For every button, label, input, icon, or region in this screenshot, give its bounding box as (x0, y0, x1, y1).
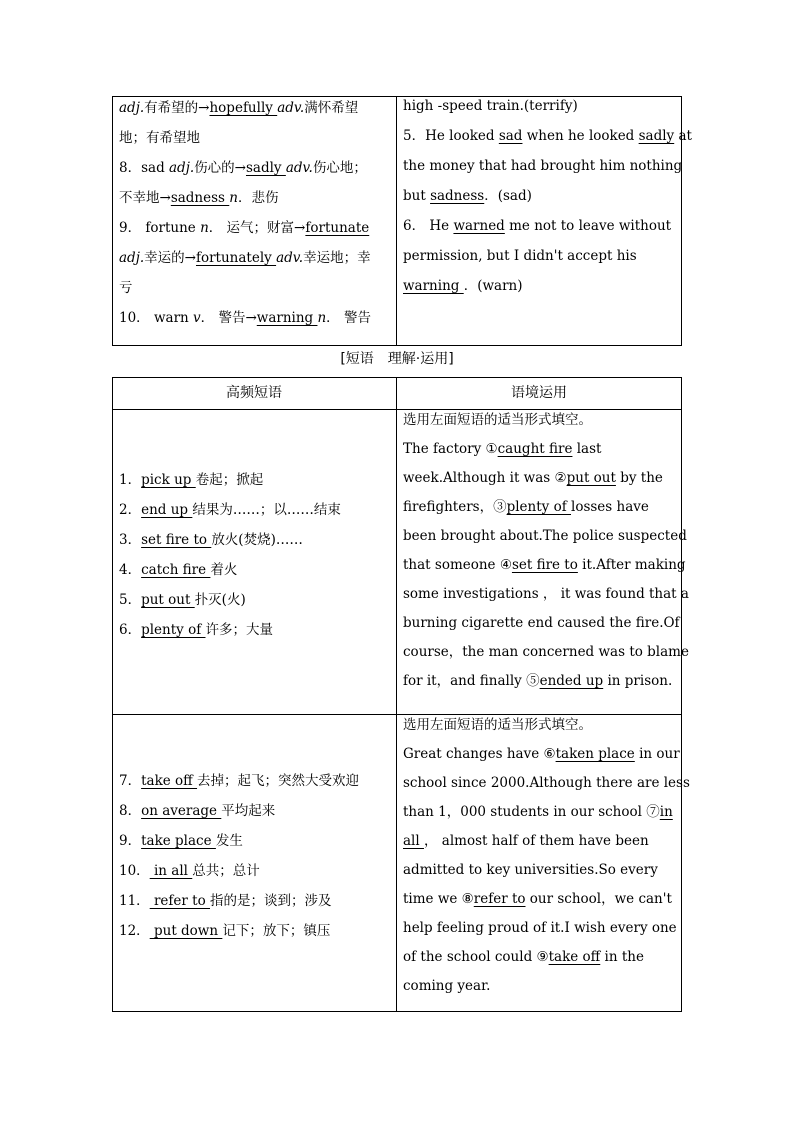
text-line (119, 495, 391, 525)
top-left-cell (119, 93, 391, 333)
text-segment: burning cigarette end caused the fire.Of (403, 615, 680, 631)
text-segment: 6． (119, 622, 142, 638)
text-line (119, 585, 391, 615)
text-segment: adv. (285, 160, 313, 176)
row1-phrase-list (119, 465, 391, 645)
answer-blank: caught fire (497, 441, 573, 457)
text-segment: 不幸地→ (119, 190, 171, 206)
text-line (403, 522, 687, 551)
text-line (403, 271, 675, 301)
answer-blank: all (403, 833, 424, 849)
text-segment: 许多；大量 (205, 622, 273, 638)
text-segment: 发生 (215, 833, 243, 849)
text-segment: the money that had brought him nothing (403, 158, 683, 174)
text-segment: permission, but I didn't accept his (403, 248, 637, 264)
text-line (403, 856, 675, 885)
text-segment: 有希望的→ (144, 100, 210, 116)
text-segment: 扑灭(火) (194, 592, 246, 608)
text-segment: 放火(焚烧)…… (211, 532, 303, 548)
text-segment: 幸运的→ (144, 250, 196, 266)
text-line (403, 493, 675, 522)
text-segment: The factory ① (403, 441, 498, 457)
text-line (403, 638, 689, 667)
text-segment: 11． (119, 893, 150, 909)
text-line (403, 435, 675, 464)
top-table-divider (396, 96, 397, 346)
top-right-cell (403, 91, 692, 301)
text-segment: that someone ④ (403, 557, 512, 573)
text-segment: 平均起来 (221, 803, 276, 819)
answer-blank: put down (149, 923, 223, 939)
answer-blank: take off (548, 949, 601, 965)
text-line (403, 406, 675, 435)
answer-blank: taken place (555, 746, 635, 762)
phrase-table-divider (396, 377, 397, 1012)
answer-blank: warned (453, 218, 505, 234)
text-segment: help feeling proud of it.I wish every one (403, 920, 677, 936)
row2-passage (403, 711, 690, 1001)
answer-blank: fortunately (195, 250, 277, 266)
text-segment: our school，we can't (525, 891, 672, 907)
text-line (119, 766, 391, 796)
text-line (119, 303, 391, 333)
text-segment: in the (600, 949, 644, 965)
answer-blank: plenty of (141, 622, 206, 638)
text-segment: 着火 (210, 562, 238, 578)
text-segment: ， almost half of them have been (423, 833, 649, 849)
text-line (403, 943, 675, 972)
text-segment: adv. (277, 100, 305, 116)
text-segment: than 1，000 students in our school ⑦ (403, 804, 660, 820)
text-segment: admitted to key universities.So every (403, 862, 658, 878)
text-line (403, 551, 686, 580)
text-segment: n (229, 190, 238, 206)
text-segment: week.Although it was ② (403, 470, 567, 486)
text-line (403, 914, 675, 943)
text-segment: firefighters，③ (403, 499, 507, 515)
text-segment: coming year. (403, 978, 491, 994)
text-line (119, 273, 391, 303)
text-segment: some investigations ， it was found that a (403, 586, 689, 602)
text-segment: 1． (119, 472, 142, 488)
text-segment: ． 警告→ (200, 310, 257, 326)
text-line (403, 711, 675, 740)
text-segment: time we ⑧ (403, 891, 474, 907)
text-segment: 幸运地；幸 (303, 250, 371, 266)
text-segment: course，the man concerned was to blame (403, 644, 689, 660)
text-segment: 选用左面短语的适当形式填空。 (403, 717, 592, 733)
text-segment: but (403, 188, 431, 204)
text-segment: ．悲伤 (237, 190, 279, 206)
text-segment: 8．sad (119, 160, 169, 176)
text-segment: 地；有希望地 (119, 130, 200, 146)
text-line (119, 465, 391, 495)
col-header-phrases: 高频短语 (226, 385, 282, 401)
text-segment: 3． (119, 532, 142, 548)
answer-blank: plenty of (506, 499, 571, 515)
text-segment: 10． warn (119, 310, 194, 326)
text-segment: ．(warn) (463, 278, 523, 294)
text-segment: 5． (119, 592, 142, 608)
text-segment: 7． (119, 773, 142, 789)
answer-blank: end up (141, 502, 193, 518)
text-segment: 5．He looked (403, 128, 499, 144)
text-line (403, 740, 680, 769)
text-segment: 6． He (403, 218, 454, 234)
text-line (119, 796, 391, 826)
text-segment: when he looked (522, 128, 639, 144)
text-segment: 总共；总计 (192, 863, 260, 879)
text-line (119, 856, 391, 886)
answer-blank: sadly (638, 128, 675, 144)
answer-blank: warning (403, 278, 464, 294)
text-segment: n (317, 310, 327, 326)
text-segment: 伤心的→ (194, 160, 246, 176)
text-segment: adj. (119, 100, 145, 116)
answer-blank: put out (141, 592, 195, 608)
text-segment: 满怀希望 (304, 100, 359, 116)
answer-blank: fortunate (305, 220, 370, 236)
text-segment: 9． fortune (119, 220, 201, 236)
text-segment: adj. (119, 250, 145, 266)
text-segment: Great changes have ⑥ (403, 746, 556, 762)
text-segment: ．(sad) (484, 188, 532, 204)
text-segment: in our (634, 746, 680, 762)
text-segment: me not to leave without (504, 218, 672, 234)
text-segment: high -speed train.(terrify) (403, 98, 578, 114)
text-line (403, 151, 683, 181)
text-segment: losses have (571, 499, 649, 515)
text-segment: adj. (169, 160, 195, 176)
answer-blank: in all (149, 863, 193, 879)
answer-blank: refer to (149, 893, 210, 909)
text-segment: school since 2000.Although there are less (403, 775, 690, 791)
text-line (119, 243, 391, 273)
section-title: [短语 理解·运用] (340, 351, 454, 367)
text-segment: been brought about.The police suspected (403, 528, 687, 544)
text-line (403, 241, 675, 271)
text-line (403, 769, 690, 798)
text-segment: 记下；放下；镇压 (222, 923, 331, 939)
text-line (403, 464, 675, 493)
text-segment: 去掉；起飞；突然大受欢迎 (197, 773, 360, 789)
text-segment: 4． (119, 562, 142, 578)
answer-blank: catch fire (141, 562, 211, 578)
row2-phrase-list (119, 766, 391, 946)
text-segment: 9． (119, 833, 142, 849)
text-line (119, 153, 391, 183)
col-header-context: 语境运用 (511, 385, 567, 401)
answer-blank: hopefully (209, 100, 278, 116)
text-segment: 选用左面短语的适当形式填空。 (403, 412, 592, 428)
answer-blank: put out (566, 470, 616, 486)
answer-blank: sadly (245, 160, 286, 176)
text-segment: ． 警告 (326, 310, 371, 326)
text-line (403, 827, 675, 856)
row1-passage (403, 406, 689, 696)
text-segment: by the (615, 470, 663, 486)
answer-blank: on average (141, 803, 222, 819)
text-segment: for it，and finally ⑤ (403, 673, 540, 689)
text-line (119, 615, 391, 645)
text-segment: it.After making (577, 557, 686, 573)
answer-blank: take place (141, 833, 216, 849)
text-segment: n (200, 220, 209, 236)
text-segment: of the school could ⑨ (403, 949, 549, 965)
text-line (119, 886, 391, 916)
text-line (403, 211, 675, 241)
text-line (403, 798, 675, 827)
text-segment: 指的是；谈到；涉及 (210, 893, 332, 909)
text-line (403, 121, 692, 151)
answer-blank: sad (498, 128, 523, 144)
text-line (403, 885, 675, 914)
text-line (119, 123, 391, 153)
text-segment: 10． (119, 863, 150, 879)
text-segment: at (674, 128, 692, 144)
text-segment: in prison. (603, 673, 673, 689)
answer-blank: in (659, 804, 673, 820)
answer-blank: sadness (170, 190, 230, 206)
text-line (119, 555, 391, 585)
text-line (119, 93, 391, 123)
text-line (119, 826, 391, 856)
text-line (403, 181, 675, 211)
text-segment: adv. (276, 250, 304, 266)
text-segment: 亏 (119, 280, 133, 296)
text-segment: last (572, 441, 602, 457)
text-segment: 卷起；掀起 (195, 472, 264, 488)
text-line (119, 916, 391, 946)
answer-blank: refer to (473, 891, 526, 907)
text-segment: v (193, 310, 201, 326)
text-line (403, 91, 675, 121)
answer-blank: pick up (141, 472, 196, 488)
answer-blank: sadness (430, 188, 485, 204)
text-segment: 结果为……；以……结束 (192, 502, 341, 518)
answer-blank: set fire to (141, 532, 212, 548)
text-segment: 2． (119, 502, 142, 518)
answer-blank: warning (256, 310, 318, 326)
answer-blank: take off (141, 773, 198, 789)
text-line (119, 525, 391, 555)
text-segment: 8． (119, 803, 142, 819)
answer-blank: set fire to (511, 557, 578, 573)
text-line (119, 183, 391, 213)
text-line (403, 580, 689, 609)
text-segment: ． 运气；财富→ (208, 220, 306, 236)
text-line (403, 609, 680, 638)
text-line (403, 667, 675, 696)
text-line (403, 972, 675, 1001)
text-segment: 12． (119, 923, 150, 939)
text-line (119, 213, 391, 243)
answer-blank: ended up (539, 673, 604, 689)
text-segment: 伤心地； (312, 160, 367, 176)
